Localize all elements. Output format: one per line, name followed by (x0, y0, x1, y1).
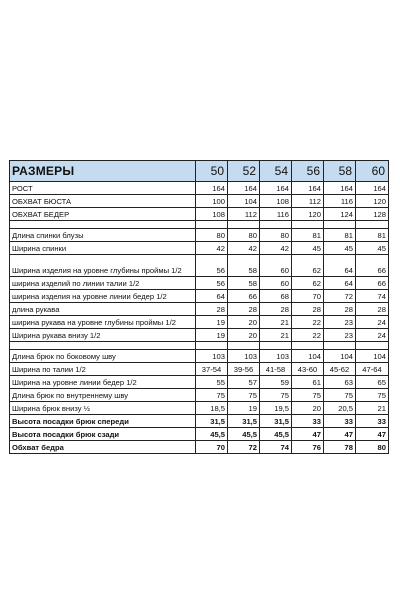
measurement-value: 23 (324, 329, 356, 342)
measurement-value: 72 (324, 290, 356, 303)
measurement-value: 28 (260, 303, 292, 316)
measurement-value: 120 (292, 208, 324, 221)
size-header: 58 (324, 161, 356, 182)
measurement-value: 64 (324, 277, 356, 290)
measurement-value: 103 (260, 350, 292, 363)
spacer-cell (10, 221, 196, 229)
measurement-row (10, 402, 389, 415)
measurement-value: 81 (292, 229, 324, 242)
measurement-value: 45-62 (324, 363, 356, 376)
measurement-label: ОБХВАТ БЕДЕР (10, 208, 196, 221)
measurement-value: 20 (228, 329, 260, 342)
spacer-cell (228, 342, 260, 350)
measurement-value: 164 (228, 182, 260, 195)
spacer-cell (196, 342, 228, 350)
measurement-value: 66 (356, 255, 389, 277)
measurement-value: 19 (228, 402, 260, 415)
measurement-row (10, 316, 389, 329)
measurement-value: 31,5 (196, 415, 228, 428)
spacer-cell (228, 221, 260, 229)
measurement-label: Обхват бедра (10, 441, 196, 454)
measurement-value: 45 (324, 242, 356, 255)
measurement-value: 128 (356, 208, 389, 221)
measurement-value: 116 (260, 208, 292, 221)
measurement-value: 58 (228, 255, 260, 277)
measurement-value: 60 (260, 277, 292, 290)
spacer-cell (292, 342, 324, 350)
measurement-row (10, 389, 389, 402)
measurement-value: 47-64 (356, 363, 389, 376)
measurement-row (10, 242, 389, 255)
size-header: 50 (196, 161, 228, 182)
measurement-value: 22 (292, 329, 324, 342)
size-chart (9, 160, 388, 454)
measurement-value: 43-60 (292, 363, 324, 376)
measurement-value: 23 (324, 316, 356, 329)
measurement-row (10, 441, 389, 454)
measurement-value: 104 (292, 350, 324, 363)
spacer-cell (324, 342, 356, 350)
measurement-value: 75 (260, 389, 292, 402)
measurement-value: 81 (324, 229, 356, 242)
measurement-value: 70 (196, 441, 228, 454)
measurement-value: 37-54 (196, 363, 228, 376)
measurement-label: РОСТ (10, 182, 196, 195)
measurement-value: 45,5 (228, 428, 260, 441)
measurement-value: 74 (260, 441, 292, 454)
measurement-label: ширина изделия на уровне линии бедер 1/2 (10, 290, 196, 303)
measurement-value: 20,5 (324, 402, 356, 415)
measurement-value: 56 (196, 277, 228, 290)
measurement-label: Ширина изделия на уровне глубины проймы 1/2 (10, 255, 196, 277)
measurement-value: 31,5 (260, 415, 292, 428)
measurement-value: 65 (356, 376, 389, 389)
measurement-value: 47 (292, 428, 324, 441)
spacer-cell (292, 221, 324, 229)
measurement-value: 63 (324, 376, 356, 389)
measurement-label: Ширина брюк внизу ½ (10, 402, 196, 415)
measurement-value: 20 (228, 316, 260, 329)
measurement-label: Ширина спинки (10, 242, 196, 255)
measurement-label: Длина брюк по боковому шву (10, 350, 196, 363)
measurement-value: 33 (356, 415, 389, 428)
measurement-value: 64 (196, 290, 228, 303)
measurement-row (10, 255, 389, 277)
measurement-value: 28 (324, 303, 356, 316)
measurement-value: 21 (260, 316, 292, 329)
measurement-row (10, 195, 389, 208)
measurement-value: 75 (196, 389, 228, 402)
measurement-label: Ширина рукава внизу 1/2 (10, 329, 196, 342)
spacer-cell (260, 221, 292, 229)
measurement-value: 42 (196, 242, 228, 255)
spacer-cell (260, 342, 292, 350)
measurement-row (10, 376, 389, 389)
measurement-label: ОБХВАТ БЮСТА (10, 195, 196, 208)
measurement-value: 62 (292, 277, 324, 290)
measurement-value: 58 (228, 277, 260, 290)
measurement-value: 104 (356, 350, 389, 363)
measurement-value: 66 (356, 277, 389, 290)
measurement-value: 164 (292, 182, 324, 195)
measurement-label: Ширина на уровне линии бедер 1/2 (10, 376, 196, 389)
measurement-value: 24 (356, 316, 389, 329)
measurement-value: 75 (292, 389, 324, 402)
measurement-value: 75 (356, 389, 389, 402)
measurement-value: 164 (356, 182, 389, 195)
measurement-value: 112 (292, 195, 324, 208)
size-header: 56 (292, 161, 324, 182)
measurement-value: 108 (260, 195, 292, 208)
measurement-label: Длина брюк по внутреннему шву (10, 389, 196, 402)
measurement-row (10, 350, 389, 363)
measurement-value: 19 (196, 316, 228, 329)
measurement-value: 24 (356, 329, 389, 342)
measurement-value: 39-56 (228, 363, 260, 376)
measurement-value: 70 (292, 290, 324, 303)
measurement-value: 18,5 (196, 402, 228, 415)
measurement-value: 60 (260, 255, 292, 277)
spacer-cell (324, 221, 356, 229)
measurement-value: 74 (356, 290, 389, 303)
measurement-value: 45,5 (260, 428, 292, 441)
measurement-value: 62 (292, 255, 324, 277)
measurement-value: 42 (260, 242, 292, 255)
measurement-value: 41-58 (260, 363, 292, 376)
measurement-value: 81 (356, 229, 389, 242)
size-table-body (10, 161, 389, 454)
measurement-value: 21 (260, 329, 292, 342)
measurement-row (10, 415, 389, 428)
measurement-value: 66 (228, 290, 260, 303)
measurement-value: 108 (196, 208, 228, 221)
size-header: 54 (260, 161, 292, 182)
measurement-row (10, 363, 389, 376)
measurement-row (10, 329, 389, 342)
measurement-value: 164 (324, 182, 356, 195)
measurement-value: 164 (196, 182, 228, 195)
measurement-row (10, 428, 389, 441)
measurement-value: 56 (196, 255, 228, 277)
measurement-value: 61 (292, 376, 324, 389)
measurement-row (10, 182, 389, 195)
measurement-value: 55 (196, 376, 228, 389)
spacer-cell (10, 342, 196, 350)
measurement-row (10, 208, 389, 221)
measurement-value: 104 (228, 195, 260, 208)
measurement-value: 80 (196, 229, 228, 242)
measurement-value: 68 (260, 290, 292, 303)
spacer-cell (356, 221, 389, 229)
measurement-value: 75 (324, 389, 356, 402)
measurement-value: 21 (356, 402, 389, 415)
measurement-value: 33 (292, 415, 324, 428)
measurement-value: 112 (228, 208, 260, 221)
header-label: РАЗМЕРЫ (10, 161, 196, 182)
measurement-value: 31,5 (228, 415, 260, 428)
measurement-value: 72 (228, 441, 260, 454)
measurement-row (10, 229, 389, 242)
size-header: 60 (356, 161, 389, 182)
measurement-label: Ширина по талии 1/2 (10, 363, 196, 376)
measurement-value: 116 (324, 195, 356, 208)
measurement-value: 19,5 (260, 402, 292, 415)
measurement-label: ширина рукава на уровне глубины проймы 1/2 (10, 316, 196, 329)
measurement-value: 78 (324, 441, 356, 454)
measurement-value: 103 (196, 350, 228, 363)
measurement-value: 75 (228, 389, 260, 402)
measurement-value: 104 (324, 350, 356, 363)
measurement-value: 164 (260, 182, 292, 195)
measurement-value: 59 (260, 376, 292, 389)
measurement-label: Высота посадки брюк спереди (10, 415, 196, 428)
size-table (9, 160, 389, 454)
measurement-row (10, 290, 389, 303)
measurement-label: ширина изделий по линии талии 1/2 (10, 277, 196, 290)
measurement-value: 57 (228, 376, 260, 389)
measurement-value: 28 (292, 303, 324, 316)
measurement-value: 47 (324, 428, 356, 441)
measurement-label: Высота посадки брюк сзади (10, 428, 196, 441)
measurement-value: 76 (292, 441, 324, 454)
measurement-value: 103 (228, 350, 260, 363)
spacer-cell (196, 221, 228, 229)
measurement-value: 19 (196, 329, 228, 342)
measurement-value: 28 (228, 303, 260, 316)
spacer-cell (356, 342, 389, 350)
measurement-value: 33 (324, 415, 356, 428)
measurement-row (10, 303, 389, 316)
section-spacer (10, 221, 389, 229)
measurement-value: 120 (356, 195, 389, 208)
measurement-value: 80 (260, 229, 292, 242)
measurement-value: 20 (292, 402, 324, 415)
measurement-value: 47 (356, 428, 389, 441)
header-row (10, 161, 389, 182)
measurement-label: длина рукава (10, 303, 196, 316)
measurement-value: 64 (324, 255, 356, 277)
measurement-value: 100 (196, 195, 228, 208)
measurement-value: 45 (356, 242, 389, 255)
measurement-value: 42 (228, 242, 260, 255)
section-spacer (10, 342, 389, 350)
measurement-value: 80 (356, 441, 389, 454)
measurement-label: Длина спинки блузы (10, 229, 196, 242)
measurement-value: 45,5 (196, 428, 228, 441)
measurement-value: 45 (292, 242, 324, 255)
size-header: 52 (228, 161, 260, 182)
measurement-row (10, 277, 389, 290)
measurement-value: 80 (228, 229, 260, 242)
measurement-value: 28 (356, 303, 389, 316)
measurement-value: 28 (196, 303, 228, 316)
measurement-value: 22 (292, 316, 324, 329)
measurement-value: 124 (324, 208, 356, 221)
